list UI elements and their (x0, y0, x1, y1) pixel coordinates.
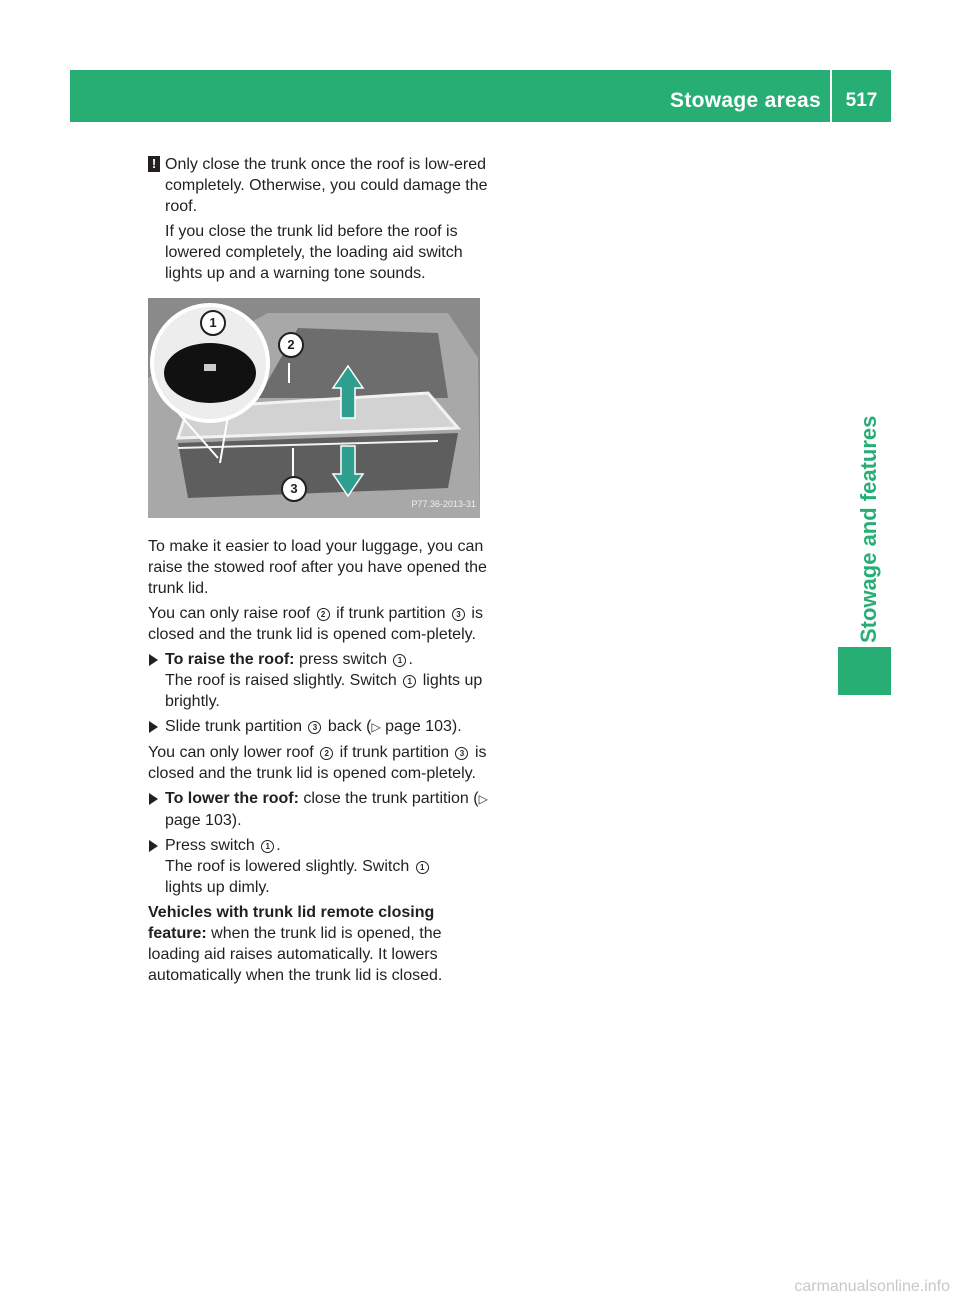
header-bar (70, 70, 891, 122)
callout-2: 2 (278, 332, 304, 358)
trunk-illustration (148, 298, 480, 518)
callout-ref-2: 2 (320, 747, 333, 760)
step-slide-partition: Slide trunk partition 3 back (▷ page 103). (148, 716, 488, 738)
step-arrow-icon (149, 721, 158, 733)
step-lower-roof: To lower the roof: close the trunk partition (▷ page 103). (148, 788, 488, 831)
step-arrow-icon (149, 840, 158, 852)
main-column (148, 154, 488, 990)
trunk-drawing (148, 298, 480, 518)
callout-1: 1 (200, 310, 226, 336)
step-arrow-icon (149, 654, 158, 666)
callout-ref-3: 3 (308, 721, 321, 734)
watermark: carmanualsonline.info (794, 1278, 950, 1295)
warning-icon: ! (148, 156, 160, 172)
chapter-label: Stowage and features (856, 415, 881, 643)
page-reference[interactable]: page 103). (385, 718, 462, 735)
page-number: 517 (845, 90, 878, 111)
page-ref-arrow-icon: ▷ (371, 720, 381, 734)
page-reference[interactable]: page 103). (165, 812, 242, 829)
step-press-switch: Press switch 1 . The roof is lowered slightly. Switch 1 lights up dimly. (148, 835, 488, 898)
callout-ref-3: 3 (455, 747, 468, 760)
side-tab-marker (838, 647, 891, 695)
step-arrow-icon (149, 793, 158, 805)
callout-ref-2: 2 (317, 608, 330, 621)
callout-3: 3 (281, 476, 307, 502)
callout-ref-1: 1 (416, 861, 429, 874)
callout-ref-1: 1 (393, 654, 406, 667)
callout-ref-1: 1 (261, 840, 274, 853)
remote-closing-note: Vehicles with trunk lid remote closing feature: when the trunk lid is opened, the loading aid raises automatically. It lowers automatically when the trunk lid is closed. (148, 904, 443, 984)
warning-text-2: If you close the trunk lid before the roof is lowered completely, the loading aid switch lights up and a warning tone sounds. (165, 223, 463, 282)
raise-condition: You can only raise roof 2 if trunk partition 3 is closed and the trunk lid is opened com-pletely. (148, 605, 483, 643)
warning-note (148, 154, 488, 284)
section-title: Stowage areas (670, 89, 821, 112)
callout-ref-3: 3 (452, 608, 465, 621)
warning-text-1: Only close the trunk once the roof is low-ered completely. Otherwise, you could damage the roof. (165, 156, 488, 215)
step-raise-roof: To raise the roof: press switch 1 . The roof is raised slightly. Switch 1 lights up brightly. (148, 649, 488, 712)
lower-condition: You can only lower roof 2 if trunk partition 3 is closed and the trunk lid is opened com-pletely. (148, 744, 487, 782)
intro-paragraph: To make it easier to load your luggage, you can raise the stowed roof after you have opened the trunk lid. (148, 538, 487, 597)
page-ref-arrow-icon: ▷ (478, 792, 488, 806)
callout-ref-1: 1 (403, 675, 416, 688)
figure-code: P77.36-2013-31 (411, 499, 476, 509)
